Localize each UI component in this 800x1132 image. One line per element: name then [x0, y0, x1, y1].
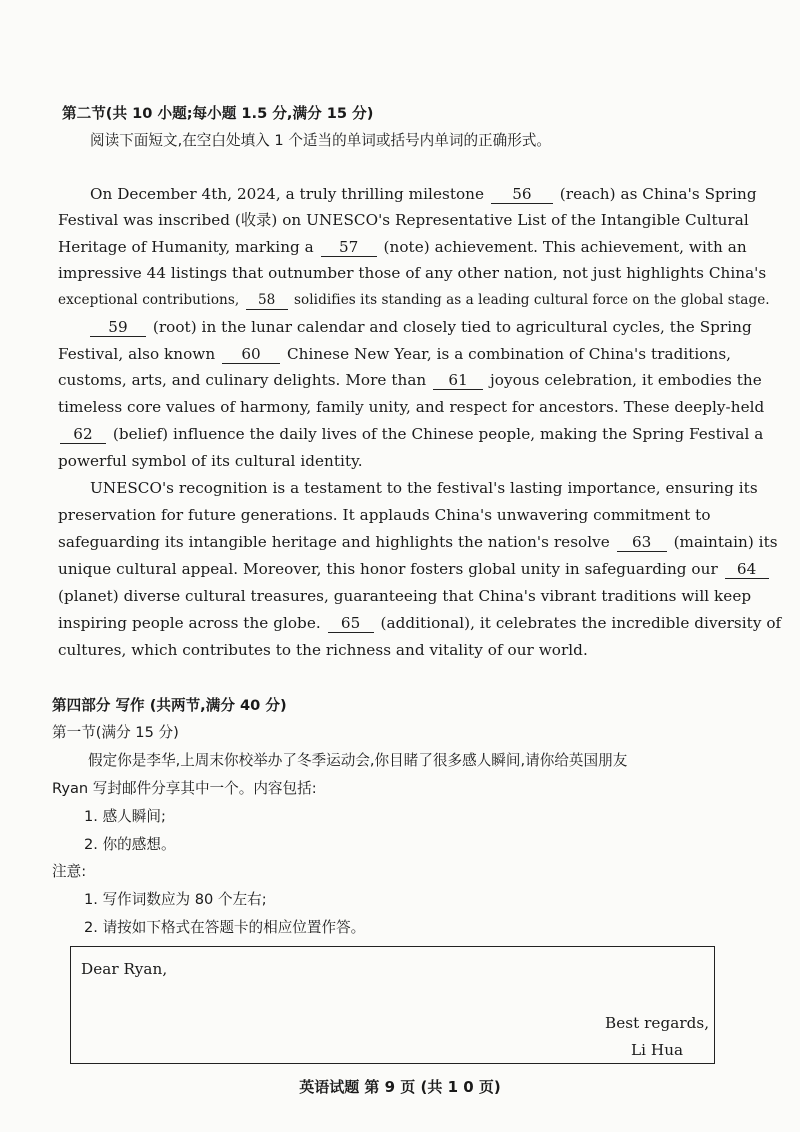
p3-line3: safeguarding its intangible heritage and highlights the nation's resolve 63 (maintain) its: [58, 533, 778, 551]
p3-line7: cultures, which contributes to the richness and vitality of our world.: [58, 641, 588, 659]
letter-signature: Li Hua: [631, 1041, 684, 1059]
blank-60[interactable]: 60: [222, 346, 280, 364]
p2-line3: customs, arts, and culinary delights. More than 61 joyous celebration, it embodies the: [58, 371, 762, 389]
p3-line5: (planet) diverse cultural treasures, guaranteeing that China's vibrant traditions will keep: [58, 587, 752, 605]
p1-line4: impressive 44 listings that outnumber those of any other nation, not just highlights China's: [58, 264, 767, 282]
p3-line1: UNESCO's recognition is a testament to the festival's lasting importance, ensuring its: [90, 479, 758, 497]
p2-line4: timeless core values of harmony, family unity, and respect for ancestors. These deeply-held: [58, 398, 765, 416]
page-footer: 英语试题 第 9 页 (共 1 0 页): [299, 1078, 501, 1096]
p3-line2: preservation for future generations. It applauds China's unwavering commitment to: [58, 506, 711, 524]
part4-section1: 第一节(满分 15 分): [52, 724, 179, 741]
content-item-1: 1. 感人瞬间;: [84, 808, 166, 825]
p2-line6: powerful symbol of its cultural identity.: [58, 452, 363, 470]
writing-prompt-line1: 假定你是李华,上周末你校举办了冬季运动会,你目睹了很多感人瞬间,请你给英国朋友: [88, 752, 628, 769]
p2-line5: 62 (belief) influence the daily lives of the Chinese people, making the Spring Festival a: [58, 424, 763, 444]
blank-61[interactable]: 61: [433, 372, 483, 390]
p1-line2: Festival was inscribed (收录) on UNESCO's Representative List of the Intangible Cultural: [58, 211, 749, 229]
writing-prompt-line2: Ryan 写封邮件分享其中一个。内容包括:: [52, 780, 317, 797]
letter-answer-box[interactable]: [70, 946, 715, 1064]
p1-line5: exceptional contributions, 58 solidifies its standing as a leading cultural force on the global stage.: [58, 292, 770, 308]
p3-line6: inspiring people across the globe. 65 (additional), it celebrates the incredible diversity of: [58, 614, 782, 632]
blank-57[interactable]: 57: [321, 239, 377, 257]
blank-58[interactable]: 58: [246, 292, 288, 310]
blank-59[interactable]: 59: [90, 319, 146, 337]
section2-instruction: 阅读下面短文,在空白处填入 1 个适当的单词或括号内单词的正确形式。: [90, 132, 552, 149]
content-item-2: 2. 你的感想。: [84, 836, 176, 853]
blank-65[interactable]: 65: [328, 615, 374, 633]
p1-line3: Heritage of Humanity, marking a 57 (note) achievement. This achievement, with an: [58, 238, 747, 256]
letter-closing: Best regards,: [605, 1014, 710, 1032]
note-item-1: 1. 写作词数应为 80 个左右;: [84, 891, 267, 908]
part4-heading: 第四部分 写作 (共两节,满分 40 分): [52, 697, 287, 714]
blank-56[interactable]: 56: [491, 186, 553, 204]
note-item-2: 2. 请按如下格式在答题卡的相应位置作答。: [84, 919, 366, 936]
section2-heading: 第二节(共 10 小题;每小题 1.5 分,满分 15 分): [62, 105, 374, 122]
letter-greeting: Dear Ryan,: [81, 960, 168, 978]
note-label: 注意:: [52, 863, 87, 880]
blank-64[interactable]: 64: [725, 561, 769, 579]
blank-62[interactable]: 62: [60, 426, 106, 444]
p1-line1: On December 4th, 2024, a truly thrilling milestone 56 (reach) as China's Spring: [90, 185, 757, 203]
p2-line2: Festival, also known 60 Chinese New Year, is a combination of China's traditions,: [58, 345, 732, 363]
blank-63[interactable]: 63: [617, 534, 667, 552]
p3-line4: unique cultural appeal. Moreover, this honor fosters global unity in safeguarding our 64: [58, 559, 771, 579]
p2-line1: 59 (root) in the lunar calendar and closely tied to agricultural cycles, the Spring: [88, 317, 752, 337]
